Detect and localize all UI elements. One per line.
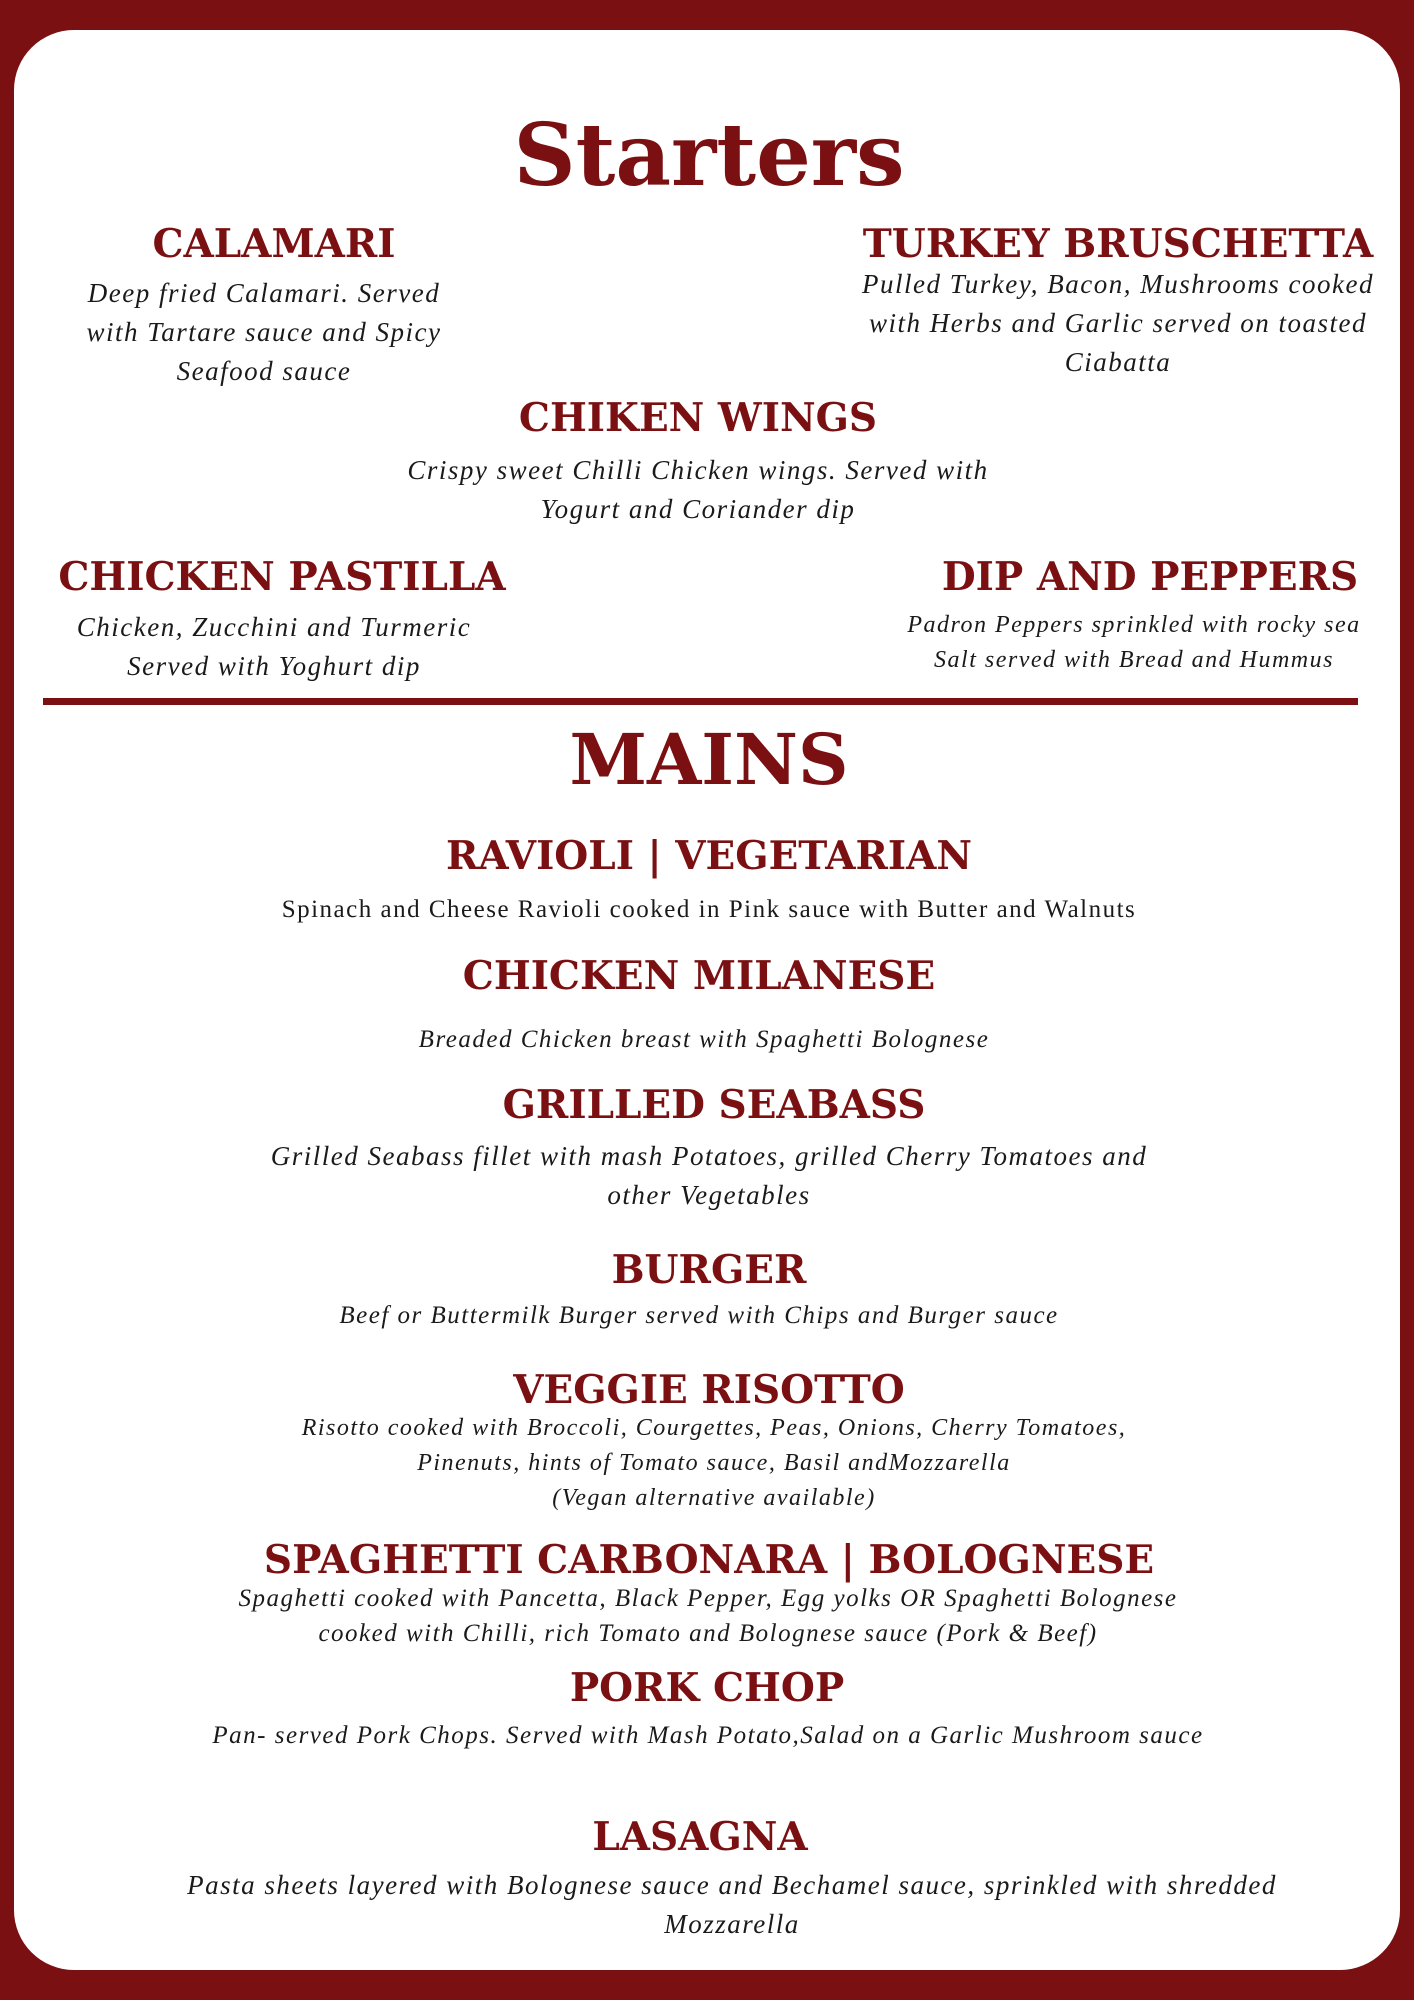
grilled-seabass-name: GRILLED SEABASS	[502, 1082, 926, 1128]
ravioli-name: RAVIOLI | VEGETARIAN	[445, 833, 973, 879]
pork-chop-description: Pan- served Pork Chops. Served with Mash Potato,Salad on a Garlic Mushroom sauce	[212, 1722, 1204, 1749]
mains-title: MAINS	[569, 718, 849, 801]
calamari-name: CALAMARI	[152, 221, 396, 267]
burger-description: Beef or Buttermilk Burger served with Chips and Burger sauce	[339, 1302, 1059, 1329]
menu-card	[14, 30, 1400, 1970]
veggie-risotto-name: VEGGIE RISOTTO	[513, 1367, 905, 1413]
lasagna-name: LASAGNA	[592, 1814, 808, 1860]
dip-and-peppers-description: Padron Peppers sprinkled with rocky sea Salt served with Bread and Hummus	[907, 612, 1361, 673]
section-divider	[43, 698, 1358, 705]
veggie-risotto-description: Risotto cooked with Broccoli, Courgettes, Peas, Onions, Cherry Tomatoes, Pinenuts, hints of Tomato sauce, Basil andMozzarella (Vegan alternative available)	[301, 1415, 1127, 1511]
chicken-pastilla-name: CHICKEN PASTILLA	[58, 554, 506, 600]
chicken-milanese-description: Breaded Chicken breast with Spaghetti Bolognese	[418, 1026, 990, 1053]
chicken-wings-description: Crispy sweet Chilli Chicken wings. Served with Yogurt and Coriander dip	[407, 455, 989, 524]
grilled-seabass-description: Grilled Seabass fillet with mash Potatoes, grilled Cherry Tomatoes and other Vegetables	[270, 1141, 1148, 1210]
pork-chop-name: PORK CHOP	[569, 1665, 845, 1711]
starters-title: Starters	[513, 105, 905, 206]
burger-name: BURGER	[611, 1247, 807, 1293]
chicken-pastilla-description: Chicken, Zucchini and Turmeric Served with Yoghurt dip	[76, 612, 472, 681]
turkey-bruschetta-description: Pulled Turkey, Bacon, Mushrooms cooked with Herbs and Garlic served on toasted Ciabatta	[862, 269, 1374, 377]
spaghetti-name: SPAGHETTI CARBONARA | BOLOGNESE	[263, 1537, 1155, 1583]
chicken-wings-name: CHIKEN WINGS	[518, 395, 878, 441]
spaghetti-description: Spaghetti cooked with Pancetta, Black Pepper, Egg yolks OR Spaghetti Bolognese cooked with Chilli, rich Tomato and Bolognese sauce (Pork & Beef)	[238, 1585, 1178, 1647]
lasagna-description: Pasta sheets layered with Bolognese sauce and Bechamel sauce, sprinkled with shredded Mozzarella	[187, 1870, 1277, 1939]
chicken-milanese-name: CHICKEN MILANESE	[462, 953, 936, 999]
ravioli-description: Spinach and Cheese Ravioli cooked in Pink sauce with Butter and Walnuts	[281, 896, 1137, 923]
turkey-bruschetta-name: TURKEY BRUSCHETTA	[862, 221, 1374, 267]
dip-and-peppers-name: DIP AND PEPPERS	[941, 554, 1359, 600]
calamari-description: Deep fried Calamari. Served with Tartare sauce and Spicy Seafood sauce	[86, 278, 442, 386]
